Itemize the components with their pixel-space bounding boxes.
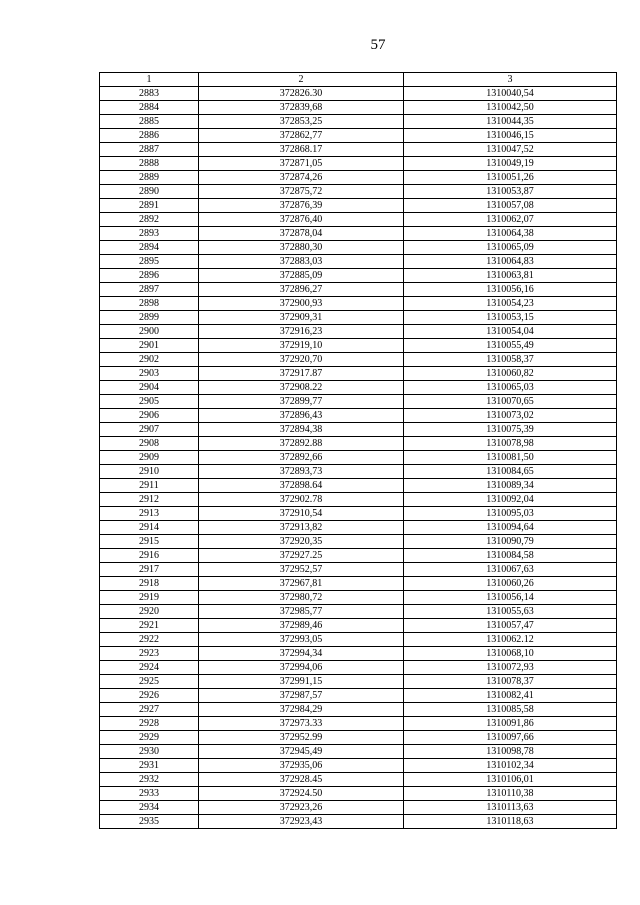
x-coordinate-cell: 372876,39 bbox=[199, 199, 404, 213]
table-row bbox=[100, 311, 617, 325]
table-row bbox=[100, 269, 617, 283]
y-coordinate-cell: 1310060,26 bbox=[404, 577, 617, 591]
point-number-cell: 2894 bbox=[100, 241, 199, 255]
x-coordinate-cell: 372878,04 bbox=[199, 227, 404, 241]
point-number-cell: 2891 bbox=[100, 199, 199, 213]
y-coordinate-cell: 1310075,39 bbox=[404, 423, 617, 437]
y-coordinate-cell: 1310051,26 bbox=[404, 171, 617, 185]
point-number-cell: 2903 bbox=[100, 367, 199, 381]
table-row bbox=[100, 157, 617, 171]
table-row bbox=[100, 563, 617, 577]
x-coordinate-cell: 372924.50 bbox=[199, 787, 404, 801]
x-coordinate-cell: 372910,54 bbox=[199, 507, 404, 521]
point-number-cell: 2934 bbox=[100, 801, 199, 815]
point-number-cell: 2932 bbox=[100, 773, 199, 787]
table-row bbox=[100, 465, 617, 479]
page-number: 57 bbox=[370, 37, 386, 53]
y-coordinate-cell: 1310113,63 bbox=[404, 801, 617, 815]
x-coordinate-cell: 372892.88 bbox=[199, 437, 404, 451]
point-number-cell: 2883 bbox=[100, 87, 199, 101]
point-number-cell: 2922 bbox=[100, 633, 199, 647]
y-coordinate-cell: 1310068,10 bbox=[404, 647, 617, 661]
table-row bbox=[100, 759, 617, 773]
point-number-cell: 2897 bbox=[100, 283, 199, 297]
x-coordinate-cell: 372927.25 bbox=[199, 549, 404, 563]
table-row bbox=[100, 115, 617, 129]
table-row bbox=[100, 185, 617, 199]
point-number-cell: 2898 bbox=[100, 297, 199, 311]
table-row bbox=[100, 535, 617, 549]
x-coordinate-cell: 372875,72 bbox=[199, 185, 404, 199]
point-number-cell: 2906 bbox=[100, 409, 199, 423]
table-row bbox=[100, 745, 617, 759]
y-coordinate-cell: 1310056,14 bbox=[404, 591, 617, 605]
x-coordinate-cell: 372876,40 bbox=[199, 213, 404, 227]
x-coordinate-cell: 372989,46 bbox=[199, 619, 404, 633]
x-coordinate-cell: 372908.22 bbox=[199, 381, 404, 395]
y-coordinate-cell: 1310055,49 bbox=[404, 339, 617, 353]
x-coordinate-cell: 372980,72 bbox=[199, 591, 404, 605]
point-number-cell: 2926 bbox=[100, 689, 199, 703]
x-coordinate-cell: 372892,66 bbox=[199, 451, 404, 465]
x-coordinate-cell: 372853,25 bbox=[199, 115, 404, 129]
y-coordinate-cell: 1310044,35 bbox=[404, 115, 617, 129]
y-coordinate-cell: 1310067,63 bbox=[404, 563, 617, 577]
x-coordinate-cell: 372874,26 bbox=[199, 171, 404, 185]
point-number-cell: 2925 bbox=[100, 675, 199, 689]
x-coordinate-cell: 372923,43 bbox=[199, 815, 404, 829]
y-coordinate-cell: 1310110,38 bbox=[404, 787, 617, 801]
x-coordinate-cell: 372920,35 bbox=[199, 535, 404, 549]
point-number-cell: 2929 bbox=[100, 731, 199, 745]
table-row bbox=[100, 731, 617, 745]
x-coordinate-cell: 372868.17 bbox=[199, 143, 404, 157]
y-coordinate-cell: 1310054,04 bbox=[404, 325, 617, 339]
point-number-cell: 2912 bbox=[100, 493, 199, 507]
table-row bbox=[100, 521, 617, 535]
table-row bbox=[100, 703, 617, 717]
column-header-2: 2 bbox=[199, 73, 404, 87]
x-coordinate-cell: 372935,06 bbox=[199, 759, 404, 773]
y-coordinate-cell: 1310063,81 bbox=[404, 269, 617, 283]
point-number-cell: 2918 bbox=[100, 577, 199, 591]
table-row bbox=[100, 339, 617, 353]
point-number-cell: 2907 bbox=[100, 423, 199, 437]
point-number-cell: 2890 bbox=[100, 185, 199, 199]
x-coordinate-cell: 372826.30 bbox=[199, 87, 404, 101]
x-coordinate-cell: 372899,77 bbox=[199, 395, 404, 409]
point-number-cell: 2923 bbox=[100, 647, 199, 661]
point-number-cell: 2904 bbox=[100, 381, 199, 395]
x-coordinate-cell: 372900,93 bbox=[199, 297, 404, 311]
table-row bbox=[100, 297, 617, 311]
y-coordinate-cell: 1310060,82 bbox=[404, 367, 617, 381]
x-coordinate-cell: 372894,38 bbox=[199, 423, 404, 437]
table-row bbox=[100, 675, 617, 689]
column-header-1: 1 bbox=[100, 73, 199, 87]
y-coordinate-cell: 1310054,23 bbox=[404, 297, 617, 311]
y-coordinate-cell: 1310049,19 bbox=[404, 157, 617, 171]
y-coordinate-cell: 1310065,09 bbox=[404, 241, 617, 255]
y-coordinate-cell: 1310053,15 bbox=[404, 311, 617, 325]
x-coordinate-cell: 372967,81 bbox=[199, 577, 404, 591]
x-coordinate-cell: 372945,49 bbox=[199, 745, 404, 759]
table-row bbox=[100, 129, 617, 143]
point-number-cell: 2915 bbox=[100, 535, 199, 549]
x-coordinate-cell: 372994,34 bbox=[199, 647, 404, 661]
y-coordinate-cell: 1310047,52 bbox=[404, 143, 617, 157]
x-coordinate-cell: 372985,77 bbox=[199, 605, 404, 619]
table-row bbox=[100, 689, 617, 703]
x-coordinate-cell: 372920,70 bbox=[199, 353, 404, 367]
x-coordinate-cell: 372973.33 bbox=[199, 717, 404, 731]
point-number-cell: 2892 bbox=[100, 213, 199, 227]
point-number-cell: 2900 bbox=[100, 325, 199, 339]
y-coordinate-cell: 1310081,50 bbox=[404, 451, 617, 465]
point-number-cell: 2901 bbox=[100, 339, 199, 353]
table-row bbox=[100, 647, 617, 661]
point-number-cell: 2930 bbox=[100, 745, 199, 759]
table-row bbox=[100, 87, 617, 101]
y-coordinate-cell: 1310062.12 bbox=[404, 633, 617, 647]
y-coordinate-cell: 1310090,79 bbox=[404, 535, 617, 549]
x-coordinate-cell: 372885,09 bbox=[199, 269, 404, 283]
table-row bbox=[100, 283, 617, 297]
y-coordinate-cell: 1310053,87 bbox=[404, 185, 617, 199]
y-coordinate-cell: 1310118,63 bbox=[404, 815, 617, 829]
y-coordinate-cell: 1310070,65 bbox=[404, 395, 617, 409]
x-coordinate-cell: 372923,26 bbox=[199, 801, 404, 815]
y-coordinate-cell: 1310097,66 bbox=[404, 731, 617, 745]
table-row bbox=[100, 633, 617, 647]
point-number-cell: 2921 bbox=[100, 619, 199, 633]
y-coordinate-cell: 1310078,37 bbox=[404, 675, 617, 689]
y-coordinate-cell: 1310089,34 bbox=[404, 479, 617, 493]
table-row bbox=[100, 171, 617, 185]
y-coordinate-cell: 1310078,98 bbox=[404, 437, 617, 451]
point-number-cell: 2910 bbox=[100, 465, 199, 479]
point-number-cell: 2928 bbox=[100, 717, 199, 731]
point-number-cell: 2931 bbox=[100, 759, 199, 773]
point-number-cell: 2909 bbox=[100, 451, 199, 465]
x-coordinate-cell: 372871,05 bbox=[199, 157, 404, 171]
point-number-cell: 2889 bbox=[100, 171, 199, 185]
y-coordinate-cell: 1310040,54 bbox=[404, 87, 617, 101]
table-row bbox=[100, 605, 617, 619]
point-number-cell: 2917 bbox=[100, 563, 199, 577]
y-coordinate-cell: 1310095,03 bbox=[404, 507, 617, 521]
y-coordinate-cell: 1310091,86 bbox=[404, 717, 617, 731]
point-number-cell: 2885 bbox=[100, 115, 199, 129]
column-header-3: 3 bbox=[404, 73, 617, 87]
y-coordinate-cell: 1310094,64 bbox=[404, 521, 617, 535]
point-number-cell: 2933 bbox=[100, 787, 199, 801]
x-coordinate-cell: 372896,27 bbox=[199, 283, 404, 297]
x-coordinate-cell: 372917.87 bbox=[199, 367, 404, 381]
table-row bbox=[100, 409, 617, 423]
x-coordinate-cell: 372952.99 bbox=[199, 731, 404, 745]
y-coordinate-cell: 1310065,03 bbox=[404, 381, 617, 395]
table-row bbox=[100, 493, 617, 507]
x-coordinate-cell: 372909,31 bbox=[199, 311, 404, 325]
point-number-cell: 2913 bbox=[100, 507, 199, 521]
x-coordinate-cell: 372896,43 bbox=[199, 409, 404, 423]
table-row bbox=[100, 143, 617, 157]
table-row bbox=[100, 577, 617, 591]
y-coordinate-cell: 1310057,47 bbox=[404, 619, 617, 633]
point-number-cell: 2905 bbox=[100, 395, 199, 409]
point-number-cell: 2887 bbox=[100, 143, 199, 157]
x-coordinate-cell: 372916,23 bbox=[199, 325, 404, 339]
x-coordinate-cell: 372994,06 bbox=[199, 661, 404, 675]
table-row bbox=[100, 773, 617, 787]
y-coordinate-cell: 1310055,63 bbox=[404, 605, 617, 619]
x-coordinate-cell: 372991,15 bbox=[199, 675, 404, 689]
x-coordinate-cell: 372839,68 bbox=[199, 101, 404, 115]
point-number-cell: 2908 bbox=[100, 437, 199, 451]
x-coordinate-cell: 372928.45 bbox=[199, 773, 404, 787]
y-coordinate-cell: 1310064,83 bbox=[404, 255, 617, 269]
table-row bbox=[100, 227, 617, 241]
table-row bbox=[100, 549, 617, 563]
y-coordinate-cell: 1310073,02 bbox=[404, 409, 617, 423]
x-coordinate-cell: 372862,77 bbox=[199, 129, 404, 143]
x-coordinate-cell: 372919,10 bbox=[199, 339, 404, 353]
point-number-cell: 2896 bbox=[100, 269, 199, 283]
table-row bbox=[100, 815, 617, 829]
y-coordinate-cell: 1310102,34 bbox=[404, 759, 617, 773]
x-coordinate-cell: 372898.64 bbox=[199, 479, 404, 493]
table-row bbox=[100, 479, 617, 493]
x-coordinate-cell: 372913,82 bbox=[199, 521, 404, 535]
table-row bbox=[100, 367, 617, 381]
point-number-cell: 2888 bbox=[100, 157, 199, 171]
x-coordinate-cell: 372952,57 bbox=[199, 563, 404, 577]
x-coordinate-cell: 372993,05 bbox=[199, 633, 404, 647]
table-body bbox=[100, 87, 617, 829]
y-coordinate-cell: 1310062,07 bbox=[404, 213, 617, 227]
y-coordinate-cell: 1310058,37 bbox=[404, 353, 617, 367]
table-row bbox=[100, 717, 617, 731]
x-coordinate-cell: 372987,57 bbox=[199, 689, 404, 703]
point-number-cell: 2914 bbox=[100, 521, 199, 535]
point-number-cell: 2884 bbox=[100, 101, 199, 115]
point-number-cell: 2935 bbox=[100, 815, 199, 829]
table-row bbox=[100, 241, 617, 255]
table-row bbox=[100, 101, 617, 115]
table-header-row bbox=[100, 73, 617, 87]
table-row bbox=[100, 213, 617, 227]
table-row bbox=[100, 801, 617, 815]
point-number-cell: 2927 bbox=[100, 703, 199, 717]
point-number-cell: 2919 bbox=[100, 591, 199, 605]
table-row bbox=[100, 199, 617, 213]
y-coordinate-cell: 1310092,04 bbox=[404, 493, 617, 507]
table-row bbox=[100, 437, 617, 451]
x-coordinate-cell: 372883,03 bbox=[199, 255, 404, 269]
y-coordinate-cell: 1310056,16 bbox=[404, 283, 617, 297]
y-coordinate-cell: 1310064,38 bbox=[404, 227, 617, 241]
table-row bbox=[100, 255, 617, 269]
y-coordinate-cell: 1310098,78 bbox=[404, 745, 617, 759]
point-number-cell: 2895 bbox=[100, 255, 199, 269]
table-row bbox=[100, 395, 617, 409]
point-number-cell: 2899 bbox=[100, 311, 199, 325]
table-row bbox=[100, 507, 617, 521]
table-row bbox=[100, 787, 617, 801]
point-number-cell: 2924 bbox=[100, 661, 199, 675]
table-row bbox=[100, 423, 617, 437]
y-coordinate-cell: 1310057,08 bbox=[404, 199, 617, 213]
table-row bbox=[100, 353, 617, 367]
point-number-cell: 2893 bbox=[100, 227, 199, 241]
x-coordinate-cell: 372984,29 bbox=[199, 703, 404, 717]
table-row bbox=[100, 619, 617, 633]
table-row bbox=[100, 325, 617, 339]
table-row bbox=[100, 381, 617, 395]
y-coordinate-cell: 1310082,41 bbox=[404, 689, 617, 703]
y-coordinate-cell: 1310072,93 bbox=[404, 661, 617, 675]
point-number-cell: 2902 bbox=[100, 353, 199, 367]
table-row bbox=[100, 451, 617, 465]
point-number-cell: 2886 bbox=[100, 129, 199, 143]
point-number-cell: 2920 bbox=[100, 605, 199, 619]
table-row bbox=[100, 591, 617, 605]
point-number-cell: 2916 bbox=[100, 549, 199, 563]
table-row bbox=[100, 661, 617, 675]
y-coordinate-cell: 1310084,65 bbox=[404, 465, 617, 479]
x-coordinate-cell: 372893,73 bbox=[199, 465, 404, 479]
y-coordinate-cell: 1310046,15 bbox=[404, 129, 617, 143]
y-coordinate-cell: 1310085,58 bbox=[404, 703, 617, 717]
y-coordinate-cell: 1310084,58 bbox=[404, 549, 617, 563]
x-coordinate-cell: 372902.78 bbox=[199, 493, 404, 507]
point-number-cell: 2911 bbox=[100, 479, 199, 493]
x-coordinate-cell: 372880,30 bbox=[199, 241, 404, 255]
y-coordinate-cell: 1310042,50 bbox=[404, 101, 617, 115]
coordinates-table bbox=[99, 72, 617, 829]
y-coordinate-cell: 1310106,01 bbox=[404, 773, 617, 787]
